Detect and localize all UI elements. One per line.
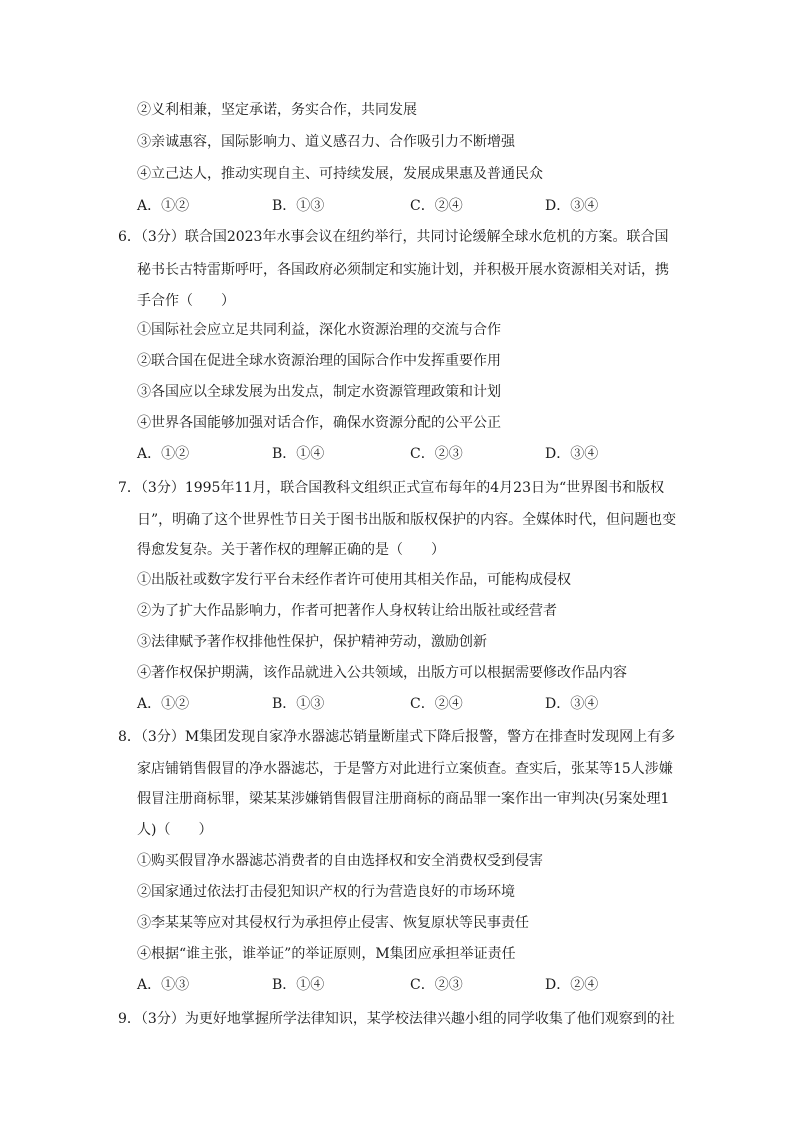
q7-option-a[interactable]: A．①② <box>137 696 190 712</box>
q6-item-2: ②联合国在促进全球水资源治理的国际合作中发挥重要作用 <box>137 353 501 369</box>
q8-stem-line-1: 8．（3分）M集团发现自家净水器滤芯销量断崖式下降后报警，警方在排查时发现网上有多 <box>118 729 676 745</box>
q8-stem-line-3: 假冒注册商标罪，梁某某涉嫌销售假冒注册商标的商品罪一案作出一审判决(另案处理1 <box>137 791 670 807</box>
q9-stem-line-1: 9．（3分）为更好地掌握所学法律知识，某学校法律兴趣小组的同学收集了他们观察到的社 <box>118 1011 675 1027</box>
q6-item-3: ③各国应以全球发展为出发点，制定水资源管理政策和计划 <box>137 384 501 400</box>
q7-item-1: ①出版社或数字发行平台未经作者许可使用其相关作品，可能构成侵权 <box>137 572 571 588</box>
q7-item-3: ③法律赋予著作权排他性保护，保护精神劳动，激励创新 <box>137 634 487 650</box>
q5-item-4: ④立己达人，推动实现自主、可持续发展，发展成果惠及普通民众 <box>137 166 543 182</box>
q5-item-2: ②义利相兼，坚定承诺，务实合作，共同发展 <box>137 102 417 118</box>
q7-item-4: ④著作权保护期满，该作品就进入公共领域，出版方可以根据需要修改作品内容 <box>137 665 627 681</box>
q8-item-4: ④根据“谁主张，谁举证”的举证原则，M集团应承担举证责任 <box>137 946 516 962</box>
q6-option-b[interactable]: B．①④ <box>272 446 325 462</box>
q7-item-2: ②为了扩大作品影响力，作者可把著作人身权转让给出版社或经营者 <box>137 603 557 619</box>
q5-option-d[interactable]: D．③④ <box>545 198 599 214</box>
q5-option-a[interactable]: A．①② <box>137 198 190 214</box>
q8-option-c[interactable]: C．②③ <box>410 977 463 993</box>
q8-item-3: ③李某某等应对其侵权行为承担停止侵害、恢复原状等民事责任 <box>137 915 529 931</box>
q6-option-a[interactable]: A．①② <box>137 446 190 462</box>
q7-option-b[interactable]: B．①③ <box>272 696 325 712</box>
q6-item-4: ④世界各国能够加强对话合作，确保水资源分配的公平公正 <box>137 415 501 431</box>
q6-option-c[interactable]: C．②③ <box>410 446 463 462</box>
q5-item-3: ③亲诚惠容，国际影响力、道义感召力、合作吸引力不断增强 <box>137 134 515 150</box>
q6-option-d[interactable]: D．③④ <box>545 446 599 462</box>
q8-item-1: ①购买假冒净水器滤芯消费者的自由选择权和安全消费权受到侵害 <box>137 853 543 869</box>
q7-option-d[interactable]: D．③④ <box>545 696 599 712</box>
q6-item-1: ①国际社会应立足共同利益，深化水资源治理的交流与合作 <box>137 322 501 338</box>
q5-option-c[interactable]: C．②④ <box>410 198 463 214</box>
q6-stem-line-1: 6．（3分）联合国2023年水事会议在纽约举行，共同讨论缓解全球水危机的方案。联合国 <box>118 229 669 245</box>
q7-stem-line-3: 得愈发复杂。关于著作权的理解正确的是（ ） <box>137 542 445 558</box>
q7-stem-line-2: 日”，明确了这个世界性节日关于图书出版和版权保护的内容。全媒体时代，但问题也变 <box>137 512 677 528</box>
q6-stem-line-3: 手合作（ ） <box>137 293 235 309</box>
q7-option-c[interactable]: C．②④ <box>410 696 463 712</box>
q8-stem-line-2: 家店铺销售假冒的净水器滤芯，于是警方对此进行立案侦查。查实后，张某等15人涉嫌 <box>137 761 673 777</box>
q8-option-a[interactable]: A．①③ <box>137 977 190 993</box>
q8-stem-line-4: 人)（ ） <box>137 822 213 838</box>
q8-item-2: ②国家通过依法打击侵犯知识产权的行为营造良好的市场环境 <box>137 884 515 900</box>
q8-option-b[interactable]: B．①④ <box>272 977 325 993</box>
q5-option-b[interactable]: B．①③ <box>272 198 325 214</box>
q7-stem-line-1: 7．（3分）1995年11月，联合国教科文组织正式宣布每年的4月23日为“世界图书和版权 <box>118 480 665 496</box>
q8-option-d[interactable]: D．②④ <box>545 977 599 993</box>
q6-stem-line-2: 秘书长古特雷斯呼吁，各国政府必须制定和实施计划，并积极开展水资源相关对话，携 <box>137 262 669 278</box>
